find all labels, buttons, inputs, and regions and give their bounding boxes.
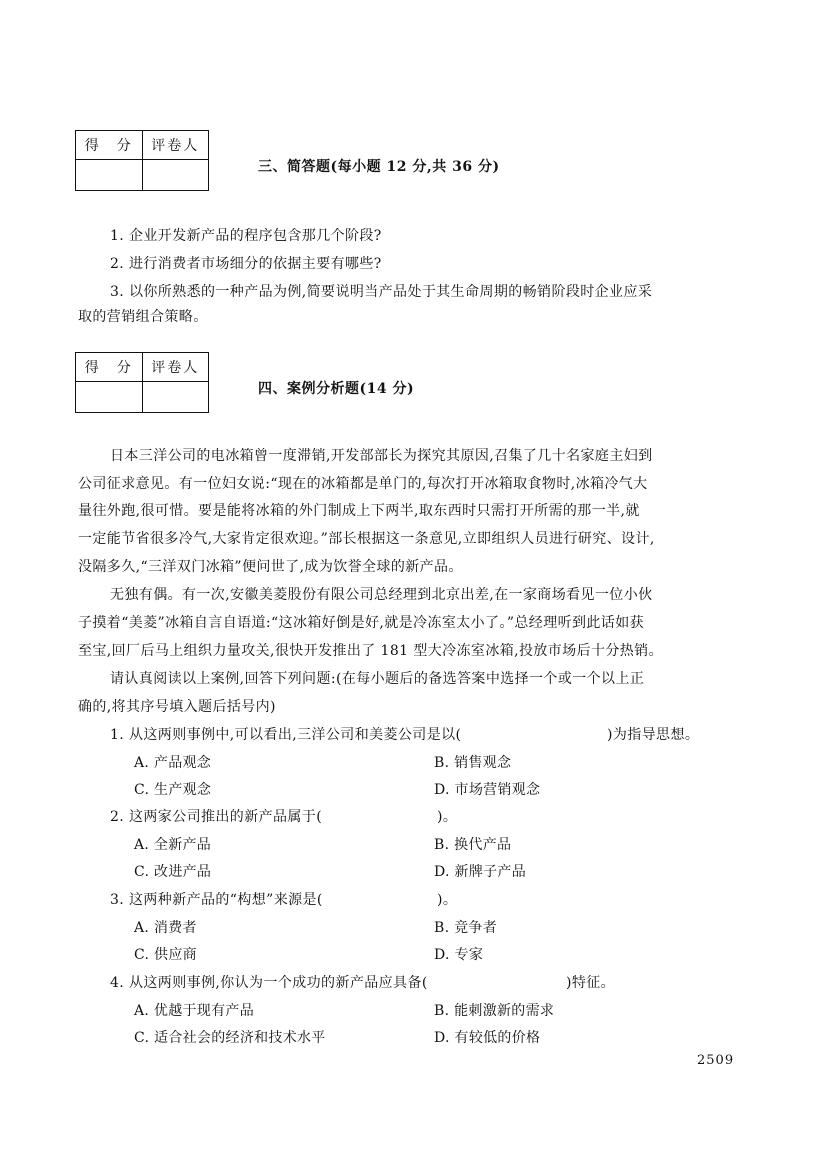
option-a: A. 优越于现有产品 <box>134 1003 255 1019</box>
option-d: D. 市场营销观念 <box>434 782 541 798</box>
case-paragraph-line: 至宝,回厂后马上组织力量攻关,很快开发推出了 181 型大冷冻室冰箱,投放市场后十分热销。 <box>78 643 663 659</box>
question-stem: 2. 这两家公司推出的新产品属于( <box>110 809 323 825</box>
option-a: A. 产品观念 <box>134 755 212 771</box>
option-d: D. 专家 <box>434 947 484 963</box>
section4-title: 四、案例分析题(14 分) <box>258 381 415 397</box>
section3-title: 三、简答题(每小题 12 分,共 36 分) <box>258 159 500 175</box>
score-cell <box>76 160 143 191</box>
question-line: 1. 企业开发新产品的程序包含那几个阶段? <box>110 228 382 244</box>
case-paragraph-line: 子摸着“美菱”冰箱自言自语道:“这冰箱好倒是好,就是冷冻室太小了。”总经理听到此话如获 <box>78 615 644 631</box>
option-b: B. 竞争者 <box>434 920 497 936</box>
score-box-section4 <box>75 352 209 413</box>
question-line: 2. 进行消费者市场细分的依据主要有哪些? <box>110 256 382 272</box>
question-stem-end: )。 <box>437 809 458 825</box>
question-stem-end: )。 <box>437 892 458 908</box>
case-paragraph-line: 无独有偶。有一次,安徽美菱股份有限公司总经理到北京出差,在一家商场看见一位小伙 <box>110 587 653 603</box>
case-paragraph-line: 量往外跑,很可惜。要是能将冰箱的外门制成上下两半,取东西时只需打开所需的那一半,就 <box>78 503 640 519</box>
option-d: D. 有较低的价格 <box>434 1030 541 1046</box>
option-c: C. 适合社会的经济和技术水平 <box>134 1030 326 1046</box>
case-paragraph-line: 公司征求意见。有一位妇女说:“现在的冰箱都是单门的,每次打开冰箱取食物时,冰箱冷气大 <box>78 476 648 492</box>
option-c: C. 生产观念 <box>134 782 212 798</box>
question-stem: 3. 这两种新产品的“构想”来源是( <box>110 892 323 908</box>
question-line: 3. 以你所熟悉的一种产品为例,简要说明当产品处于其生命周期的畅销阶段时企业应采 <box>110 284 653 300</box>
question-stem-end: )为指导思想。 <box>607 727 700 743</box>
instruction-line: 请认真阅读以上案例,回答下列问题:(在每小题后的备选答案中选择一个或一个以上正 <box>110 671 645 687</box>
grader-cell <box>142 160 208 191</box>
option-d: D. 新牌子产品 <box>434 864 527 880</box>
instruction-line: 确的,将其序号填入题后括号内) <box>78 699 276 715</box>
option-b: B. 能刺激新的需求 <box>434 1003 555 1019</box>
question-stem-end: )特征。 <box>566 975 616 991</box>
case-paragraph-line: 日本三洋公司的电冰箱曾一度滞销,开发部部长为探究其原因,召集了几十名家庭主妇到 <box>110 448 653 464</box>
option-a: A. 消费者 <box>134 920 197 936</box>
question-line: 取的营销组合策略。 <box>78 309 208 325</box>
score-box-section3 <box>75 130 209 191</box>
score-header: 得 分 <box>76 353 143 382</box>
grader-cell <box>142 382 208 413</box>
question-stem: 4. 从这两则事例,你认为一个成功的新产品应具备( <box>110 975 428 991</box>
grader-header: 评卷人 <box>142 353 208 382</box>
grader-header: 评卷人 <box>142 131 208 160</box>
case-paragraph-line: 一定能节省很多冷气,大家肯定很欢迎。”部长根据这一条意见,立即组织人员进行研究、设计, <box>78 531 655 547</box>
score-header: 得 分 <box>76 131 143 160</box>
page-number: 2509 <box>697 1053 735 1068</box>
option-c: C. 供应商 <box>134 947 197 963</box>
option-b: B. 换代产品 <box>434 837 512 853</box>
option-c: C. 改进产品 <box>134 864 212 880</box>
question-stem: 1. 从这两则事例中,可以看出,三洋公司和美菱公司是以( <box>110 727 462 743</box>
option-b: B. 销售观念 <box>434 755 512 771</box>
option-a: A. 全新产品 <box>134 837 212 853</box>
score-cell <box>76 382 143 413</box>
case-paragraph-line: 没隔多久,“三洋双门冰箱”便问世了,成为饮誉全球的新产品。 <box>78 559 463 575</box>
